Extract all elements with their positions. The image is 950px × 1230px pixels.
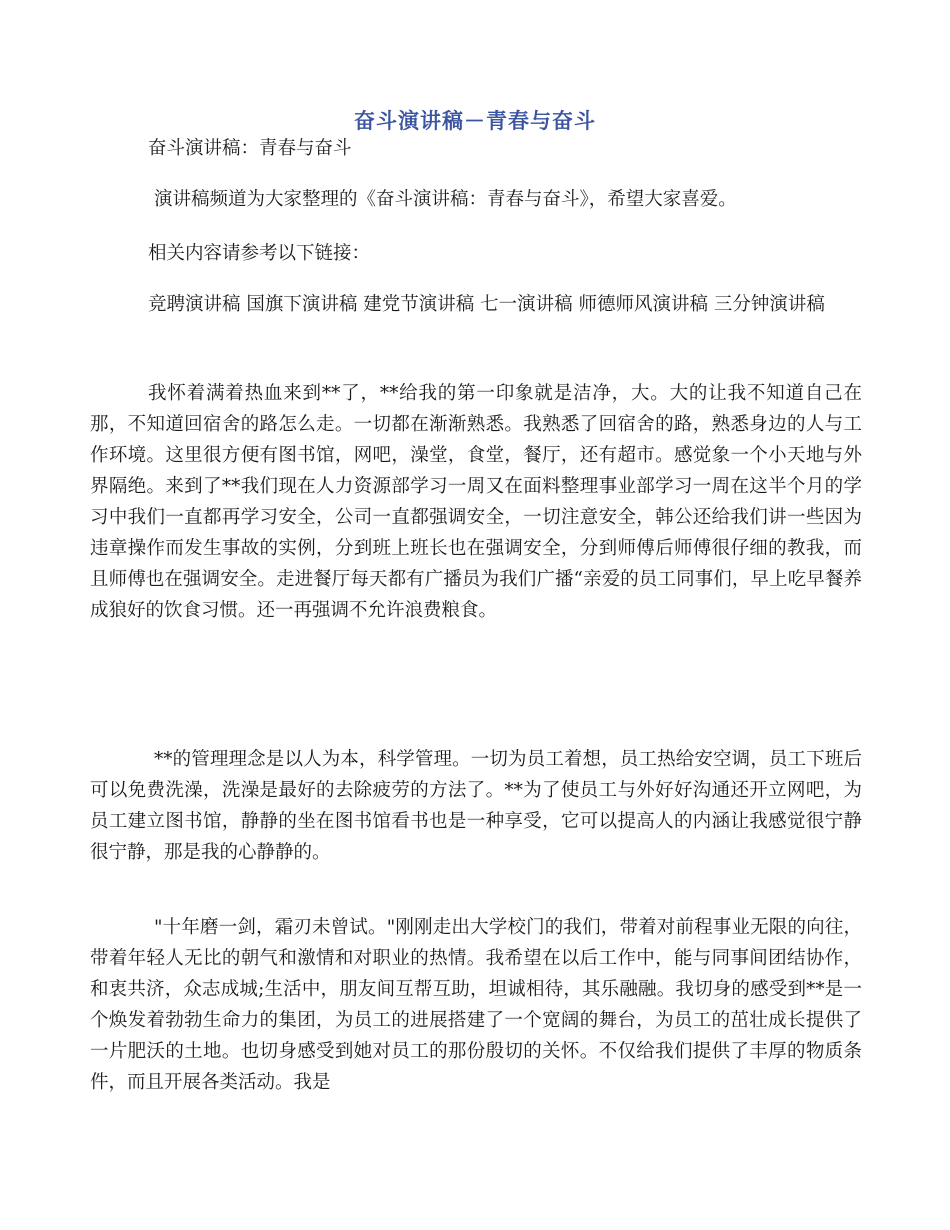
body-paragraph: 我怀着满着热血来到**了，**给我的第一印象就是洁净，大。大的让我不知道自己在那，不知道回宿舍的路怎么走。一切都在渐渐熟悉。我熟悉了回宿舍的路，熟悉身边的人与工作环境。这里很方便有图书馆，网吧，澡堂，食堂，餐厅，还有超市。感觉象一个小天地与外界隔绝。来到了**我们现在人力资源部学习一周又在面料整理事业部学习一周在这半个月的学习中我们一直都再学习安全，公司一直都强调安全，一切注意安全，韩公还给我们讲一些因为违章操作而发生事故的实例，分到班上班长也在强调安全，分到师傅后师傅很仔细的教我，而且师傅也在强调安全。走进餐厅每天都有广播员为我们广播“亲爱的员工同事们，早上吃早餐养成狼好的饮食习惯。还一再强调不允许浪费粮食。 xyxy=(90,383,862,621)
intro-paragraph: 演讲稿频道为大家整理的《奋斗演讲稿：青春与奋斗》，希望大家喜爱。 xyxy=(154,189,737,210)
body-paragraph: "十年磨一剑，霜刃未曾试。"刚刚走出大学校门的我们，带着对前程事业无限的向往，带着年轻人无比的朝气和激情和对职业的热情。我希望在以后工作中，能与同事间团结协作，和衷共济，众志成城;生活中，朋友间互帮互助，坦诚相待，其乐融融。我切身的感受到**是一个焕发着勃勃生命力的集团，为员工的进展搭建了一个宽阔的舞台，为员工的茁壮成长提供了一片肥沃的土地。也切身感受到她对员工的那份殷切的关怀。不仅给我们提供了丰厚的物质条件，而且开展各类活动。我是 xyxy=(90,917,862,1093)
links-paragraph: 竞聘演讲稿 国旗下演讲稿 建党节演讲稿 七一演讲稿 师德师风演讲稿 三分钟演讲稿 xyxy=(148,294,825,315)
document-subtitle: 奋斗演讲稿：青春与奋斗 xyxy=(148,138,352,159)
related-paragraph: 相关内容请参考以下链接： xyxy=(148,243,371,264)
body-paragraph: **的管理理念是以人为本，科学管理。一切为员工着想，员工热给安空调，员工下班后可以免费洗澡，洗澡是最好的去除疲劳的方法了。**为了使员工与外好好沟通还开立网吧，为员工建立图书馆，静静的坐在图书馆看书也是一种享受，它可以提高人的内涵让我感觉很宁静很宁静，那是我的心静静的。 xyxy=(90,749,862,863)
document-title: 奋斗演讲稿－青春与奋斗 xyxy=(354,108,596,133)
